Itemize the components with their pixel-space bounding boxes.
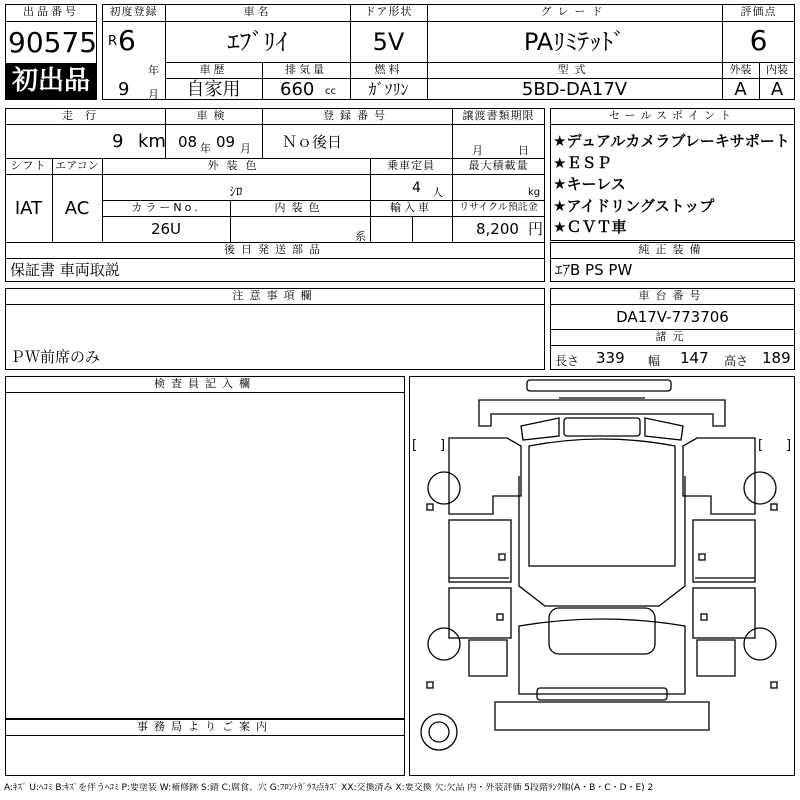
diagram-bracket-left: [ bbox=[412, 438, 418, 453]
door-label: ドア形状 bbox=[364, 6, 413, 18]
transfer-day-unit: 日 bbox=[518, 144, 529, 157]
width: 147 bbox=[680, 349, 709, 367]
chassis-number: DA17V-773706 bbox=[616, 308, 729, 326]
car-name: ｴﾌﾞﾘｲ bbox=[227, 28, 288, 56]
diagram-bracket-left-close: ] bbox=[440, 438, 446, 453]
history-label: 車歴 bbox=[199, 64, 228, 76]
inspector-label: 検査員記入欄 bbox=[154, 378, 256, 390]
capacity: 4 bbox=[412, 180, 421, 196]
mileage: 9 bbox=[112, 131, 124, 152]
score: 6 bbox=[749, 24, 768, 57]
reg-year: 6 bbox=[118, 24, 136, 57]
sales-points-list bbox=[553, 131, 790, 239]
transfer-deadline-label: 譲渡書類期限 bbox=[462, 110, 535, 122]
history: 自家用 bbox=[186, 79, 241, 100]
recycle-label: リサイクル預託金 bbox=[459, 202, 538, 213]
first-listing-badge: 初出品 bbox=[5, 63, 97, 100]
capacity-unit: 人 bbox=[432, 186, 443, 199]
equipment: ｴｱB PS PW bbox=[555, 261, 633, 279]
height: 189 bbox=[762, 349, 791, 367]
grade-label: グレード bbox=[540, 6, 609, 18]
inspection-year-unit: 年 bbox=[200, 142, 211, 155]
inspection-label: 車検 bbox=[196, 110, 231, 122]
reg-month: 9 bbox=[118, 79, 130, 100]
color-number-label: カラーNo. bbox=[131, 202, 201, 214]
door-type: 5V bbox=[372, 28, 405, 56]
model: 5BD-DA17V bbox=[521, 79, 628, 100]
color: ｼﾛ bbox=[229, 185, 243, 200]
max-load-unit: kg bbox=[528, 187, 541, 198]
inspection-year: 08 bbox=[178, 133, 198, 151]
chassis-label: 車台番号 bbox=[638, 290, 707, 302]
first-reg-label: 初度登録 bbox=[109, 6, 158, 18]
displacement: 660 bbox=[280, 79, 315, 100]
mileage-unit: km bbox=[138, 131, 166, 152]
height-label: 高さ bbox=[724, 354, 749, 368]
import-label: 輸入車 bbox=[390, 202, 432, 214]
notes-label: 注意事項欄 bbox=[232, 290, 318, 302]
era: R bbox=[108, 34, 118, 49]
reg-year-unit: 年 bbox=[148, 64, 159, 77]
later-parts: 保証書 車両取説 bbox=[10, 261, 120, 279]
mileage-label: 走行 bbox=[62, 110, 108, 122]
interior-color-label: 内装色 bbox=[274, 202, 326, 214]
color-number: 26U bbox=[150, 220, 182, 238]
ac-label: エアコン bbox=[55, 160, 99, 172]
legend-footer: A:ｷｽﾞ U:ﾍｺﾐ B:ｷｽﾞを伴うﾍｺﾐ P:要塗装 W:補修跡 S:錆 C:腐食、穴 G:ﾌﾛﾝﾄｶﾞﾗｽ点ｷｽﾞ XX:交換済み X:要交換 欠:欠品 内・外装評価 5段階ﾗﾝｸ順(A・B・C・D・E) 2 bbox=[4, 783, 654, 793]
length-label: 長さ bbox=[555, 354, 580, 368]
color-label: 外装色 bbox=[207, 160, 265, 172]
model-label: 型式 bbox=[557, 64, 592, 76]
lot-number: 90575 bbox=[8, 26, 98, 59]
sales-point: ★キーレス bbox=[553, 175, 626, 193]
sales-points-label: セールスポイント bbox=[608, 110, 736, 122]
diagram-bracket-right: [ bbox=[758, 438, 764, 453]
inspector-box bbox=[5, 376, 405, 719]
displacement-unit: cc bbox=[325, 86, 336, 97]
sales-point: ★アイドリングストップ bbox=[553, 196, 715, 215]
fuel-label: 燃料 bbox=[374, 64, 403, 76]
length: 339 bbox=[596, 349, 625, 367]
transfer-month-unit: 月 bbox=[472, 144, 483, 157]
inspection-month: 09 bbox=[216, 133, 236, 151]
interior-grade: A bbox=[770, 79, 784, 100]
width-label: 幅 bbox=[648, 354, 661, 368]
ac: AC bbox=[64, 198, 90, 219]
shift-label: シフト bbox=[10, 160, 47, 172]
reg-month-unit: 月 bbox=[148, 88, 159, 101]
sales-point: ★ＣＶＴ車 bbox=[553, 218, 627, 236]
interior-label: 内装 bbox=[766, 64, 788, 76]
diagram-bracket-right-close: ] bbox=[786, 438, 792, 453]
sales-point: ★デュアルカメラブレーキサポート bbox=[553, 132, 790, 150]
fuel: ｶﾞｿﾘﾝ bbox=[368, 80, 409, 99]
recycle-unit: 円 bbox=[528, 220, 544, 238]
lot-number-label: 出品番号 bbox=[23, 6, 79, 18]
exterior-grade: A bbox=[734, 79, 747, 100]
interior-color-unit: 系 bbox=[355, 230, 366, 243]
recycle-fee: 8,200 bbox=[476, 220, 519, 238]
later-parts-label: 後日発送部品 bbox=[224, 244, 326, 256]
sales-point: ★ＥＳＰ bbox=[553, 153, 612, 172]
reg-number-label: 登録番号 bbox=[323, 110, 391, 122]
car-damage-diagram bbox=[409, 376, 795, 776]
equipment-label: 純正装備 bbox=[638, 244, 707, 256]
inspection-month-unit: 月 bbox=[240, 142, 251, 155]
displacement-label: 排気量 bbox=[285, 64, 327, 76]
exterior-label: 外装 bbox=[729, 64, 752, 76]
shift: IAT bbox=[14, 198, 43, 219]
capacity-label: 乗車定員 bbox=[387, 160, 435, 172]
max-load-label: 最大積載量 bbox=[468, 160, 529, 172]
notes: ＰＷ前席のみ bbox=[10, 348, 101, 366]
car-name-label: 車名 bbox=[243, 6, 272, 18]
grade: PAﾘﾐﾃｯﾄﾞ bbox=[523, 28, 626, 56]
office-label: 事務局よりご案内 bbox=[137, 721, 273, 733]
reg-number: Ｎｏ後日 bbox=[282, 133, 343, 151]
score-label: 評価点 bbox=[740, 6, 777, 18]
dimensions-label: 諸元 bbox=[655, 331, 690, 343]
